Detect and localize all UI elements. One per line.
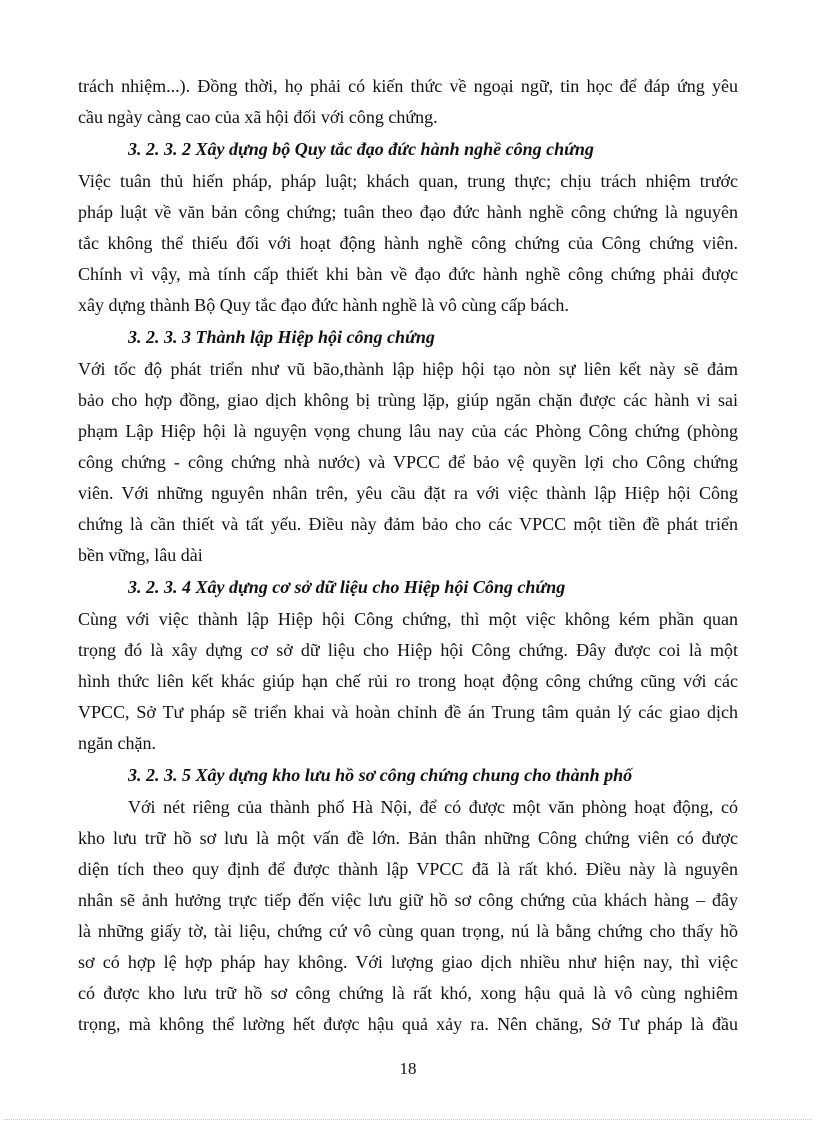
paragraph-line: diện tích theo quy định để được thành lập VPCC đã là rất khó. Điều này là nguyên — [78, 859, 738, 879]
paragraph-line: Việc tuân thủ hiến pháp, pháp luật; khách quan, trung thực; chịu trách nhiệm trước — [78, 171, 738, 191]
paragraph-line: VPCC, Sở Tư pháp sẽ triển khai và hoàn chỉnh đề án Trung tâm quản lý các giao dịch — [78, 702, 738, 722]
paragraph-line: Với tốc độ phát triển như vũ bão,thành lập hiệp hội tạo nòn sự liên kết này sẽ đảm — [78, 359, 738, 379]
paragraph-line: cầu ngày càng cao của xã hội đối với công chứng. — [78, 107, 438, 127]
paragraph-line: trọng, mà không thể lường hết được hậu quả xảy ra. Nên chăng, Sở Tư pháp là đầu — [78, 1014, 738, 1034]
section-heading: 3. 2. 3. 2 Xây dựng bộ Quy tắc đạo đức hành nghề công chứng — [128, 139, 594, 159]
paragraph-line: nhân sẽ ảnh hưởng trực tiếp đến việc lưu giữ hồ sơ công chứng của khách hàng – đây — [78, 890, 738, 910]
page-bottom-divider — [4, 1119, 812, 1120]
page-number: 18 — [399, 1059, 417, 1078]
paragraph-line: hình thức liên kết khác giúp hạn chế rủi ro trong hoạt động công chứng cũng với các — [78, 671, 738, 691]
paragraph-line: Cùng với việc thành lập Hiệp hội Công chứng, thì một việc không kém phần quan — [78, 609, 738, 629]
paragraph-line: công chứng - công chứng nhà nước) và VPCC để bảo vệ quyền lợi cho Công chứng — [78, 452, 738, 472]
paragraph-line: ngăn chặn. — [78, 733, 156, 753]
section-heading: 3. 2. 3. 4 Xây dựng cơ sở dữ liệu cho Hiệp hội Công chứng — [128, 577, 566, 597]
paragraph-line: là những giấy tờ, tài liệu, chứng cứ vô cùng quan trọng, nú là bằng chứng cho thấy hồ — [78, 921, 738, 941]
paragraph-line: phạm Lập Hiệp hội là nguyện vọng chung lâu nay của các Phòng Công chứng (phòng — [78, 421, 738, 441]
section-heading: 3. 2. 3. 3 Thành lập Hiệp hội công chứng — [128, 327, 435, 347]
paragraph-line: Chính vì vậy, mà tính cấp thiết khi bàn về đạo đức hành nghề công chứng phải được — [78, 264, 738, 284]
paragraph-line: Với nét riêng của thành phố Hà Nội, để có được một văn phòng hoạt động, có — [128, 797, 738, 817]
paragraph-line: tắc không thể thiếu đối với hoạt động hành nghề công chứng của Công chứng viên. — [78, 233, 738, 253]
paragraph-line: bền vững, lâu dài — [78, 545, 203, 565]
paragraph-line: bảo cho hợp đồng, giao dịch không bị trùng lặp, giúp ngăn chặn được các hành vi sai — [78, 390, 738, 410]
paragraph-line: sơ có hợp lệ hợp pháp hay không. Với lượng giao dịch nhiều như hiện nay, thì việc — [78, 952, 738, 972]
section-heading: 3. 2. 3. 5 Xây dựng kho lưu hồ sơ công chứng chung cho thành phố — [128, 765, 633, 785]
paragraph-line: pháp luật về văn bản công chứng; tuân theo đạo đức hành nghề công chứng là nguyên — [78, 202, 738, 222]
paragraph-line: viên. Với những nguyên nhân trên, yêu cầu đặt ra với việc thành lập Hiệp hội Công — [78, 483, 738, 503]
paragraph-line: chứng là cần thiết và tất yếu. Điều này đảm bảo cho các VPCC một tiền đề phát triển — [78, 514, 738, 534]
paragraph-line: kho lưu trữ hồ sơ lưu là một vấn đề lớn. Bản thân những Công chứng viên có được — [78, 828, 738, 848]
paragraph-line: trọng đó là xây dựng cơ sở dữ liệu cho Hiệp hội Công chứng. Đây được coi là một — [78, 640, 738, 660]
paragraph-line: trách nhiệm...). Đồng thời, họ phải có kiến thức về ngoại ngữ, tin học để đáp ứng yêu — [78, 76, 738, 96]
paragraph-line: có được kho lưu trữ hồ sơ công chứng là rất khó, xong hậu quả là vô cùng nghiêm — [78, 983, 738, 1003]
paragraph-line: xây dựng thành Bộ Quy tắc đạo đức hành nghề là vô cùng cấp bách. — [78, 295, 569, 315]
